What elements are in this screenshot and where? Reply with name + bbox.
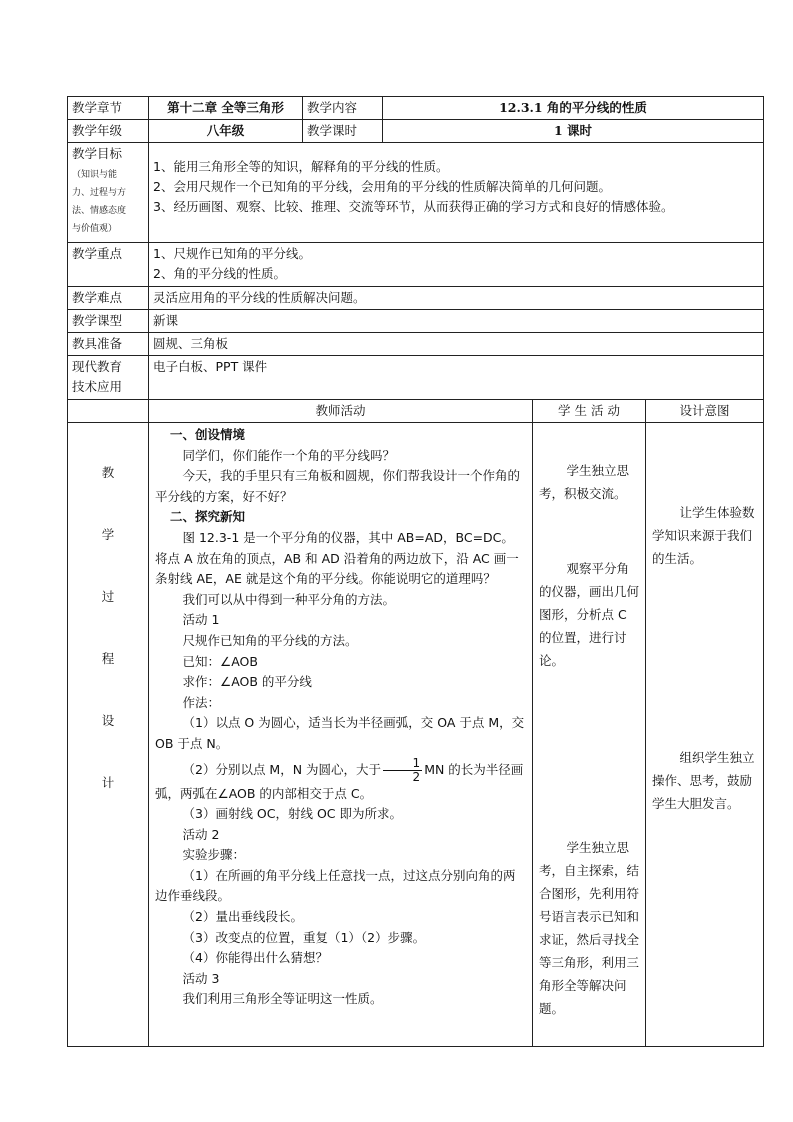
teacher-paragraph: 今天，我的手里只有三角板和圆规，你们帮我设计一个作角的平分线的方案，好不好？ [155,468,521,504]
objectives-sublabel-2: 力、过程与方 [72,188,127,198]
section-title: 二、探究新知 [170,509,246,525]
chapter-value: 第十二章 全等三角形 [149,97,303,120]
fraction-denominator: 2 [412,769,421,784]
lesson-type-value: 新课 [149,310,764,333]
tools-label: 教具准备 [68,333,149,356]
process-side-label [68,423,149,1047]
row-process-header [68,400,764,423]
col-teacher-header: 教师活动 [149,400,533,423]
teacher-paragraph: 作法： [182,694,221,710]
teacher-paragraph: 我们利用三角形全等证明这一性质。 [182,991,383,1007]
row-tools [68,333,764,356]
content-value: 12.3.1 角的平分线的性质 [383,97,764,120]
teacher-paragraph: 我们可以从中得到一种平分角的方法。 [182,591,396,607]
fraction-half [383,757,422,784]
teacher-paragraph: 图 12.3-1 是一个平分角的仪器，其中 AB=AD，BC=DC。将点 A 放在角的顶点，AB 和 AD 沿着角的两边放下，沿 AC 画一条射线 AE，AE 就是这个角的平分线。你能说明它的道理吗？ [155,529,519,587]
experiment-step: （4）你能得出什么猜想？ [182,950,328,966]
objective-item: 2、会用尺规作一个已知角的平分线，会用角的平分线的性质解决简单的几何问题。 [153,179,611,194]
row-lesson-type [68,310,764,333]
objectives-label-cell [68,143,149,243]
technology-label-line2: 技术应用 [72,379,123,394]
teacher-activity [149,423,533,1047]
side-char: 设 [101,713,115,728]
activity-title: 活动 1 [182,612,220,628]
row-process [68,423,764,1047]
student-activity [533,423,646,1047]
method-step: （3）画射线 OC，射线 OC 即为所求。 [182,806,403,822]
key-point-item: 1、尺规作已知角的平分线。 [153,246,311,261]
experiment-step: （3）改变点的位置，重复（1）（2）步骤。 [182,929,426,945]
row-chapter [68,97,764,120]
student-note: 学生独立思考，自主探索，结合图形，先利用符号语言表示已知和求证，然后寻找全等三角形，利用三角形全等解决问题。 [539,840,640,1016]
section-title: 一、创设情境 [170,427,246,442]
design-intent [646,423,764,1047]
row-technology [68,356,764,400]
side-char: 教 [101,465,115,480]
side-char: 学 [101,527,115,542]
design-note: 让学生体验数学知识来源于我们的生活。 [652,505,755,566]
objectives-sublabel-4: 与价值观） [72,224,118,234]
experiment-step: （2）量出垂线段长。 [182,909,303,925]
technology-value: 电子白板、PPT 课件 [149,356,764,400]
design-note: 组织学生独立操作、思考，鼓励学生大胆发言。 [652,750,755,811]
activity-title: 活动 3 [182,970,220,986]
objectives-sublabel-3: 法、情感态度 [72,206,127,216]
col-student-header: 学 生 活 动 [533,400,646,423]
key-point-item: 2、角的平分线的性质。 [153,266,286,281]
objectives-content [149,143,764,243]
content-label: 教学内容 [303,97,383,120]
teacher-paragraph: 已知：∠AOB [182,653,258,669]
hours-value: 1 课时 [383,120,764,143]
objective-item: 3、经历画图、观察、比较、推理、交流等环节，从而获得正确的学习方式和良好的情感体验。 [153,199,674,214]
activity-title: 活动 2 [182,826,220,842]
side-char: 过 [101,589,115,604]
method-step: （1）以点 O 为圆心，适当长为半径画弧，交 OA 于点 M，交 OB 于点 N。 [155,715,525,751]
col-design-header: 设计意图 [646,400,764,423]
experiment-step: （1）在所画的角平分线上任意找一点，过这点分别向角的两边作垂线段。 [155,867,516,904]
side-char: 程 [101,651,115,666]
step2-text-b: MN 的长为半径画弧，两弧在∠AOB 的内部相交于点 C。 [155,761,524,801]
grade-value: 八年级 [149,120,303,143]
lesson-type-label: 教学课型 [68,310,149,333]
step2-text-a: （2）分别以点 M，N 为圆心，大于 [182,761,382,777]
teacher-paragraph: 同学们，你们能作一个角的平分线吗？ [182,447,396,463]
row-objectives [68,143,764,243]
difficulties-value: 灵活应用角的平分线的性质解决问题。 [149,287,764,310]
key-points-content [149,243,764,287]
teacher-paragraph: 求作：∠AOB 的平分线 [182,674,312,690]
tools-value: 圆规、三角板 [149,333,764,356]
teacher-paragraph: 尺规作已知角的平分线的方法。 [182,632,358,648]
key-points-label: 教学重点 [68,243,149,287]
teacher-paragraph: 实验步骤： [182,847,246,863]
objectives-label: 教学目标 [72,146,123,161]
row-difficulties [68,287,764,310]
process-header-blank [68,400,149,423]
chapter-label: 教学章节 [68,97,149,120]
student-note: 学生独立思考，积极交流。 [539,463,630,501]
technology-label-line1: 现代教育 [72,359,123,374]
difficulties-label: 教学难点 [68,287,149,310]
technology-label-cell [68,356,149,400]
hours-label: 教学课时 [303,120,383,143]
fraction-numerator: 1 [383,757,422,771]
row-key-points [68,243,764,287]
objective-item: 1、能用三角形全等的知识，解释角的平分线的性质。 [153,159,449,174]
grade-label: 教学年级 [68,120,149,143]
method-step-2 [155,757,526,805]
lesson-plan-table [67,96,764,1047]
side-char: 计 [101,775,115,790]
objectives-sublabel-1: （知识与能 [72,170,118,180]
row-grade [68,120,764,143]
student-note: 观察平分角的仪器，画出几何图形，分析点 C 的位置，进行讨论。 [539,561,640,668]
